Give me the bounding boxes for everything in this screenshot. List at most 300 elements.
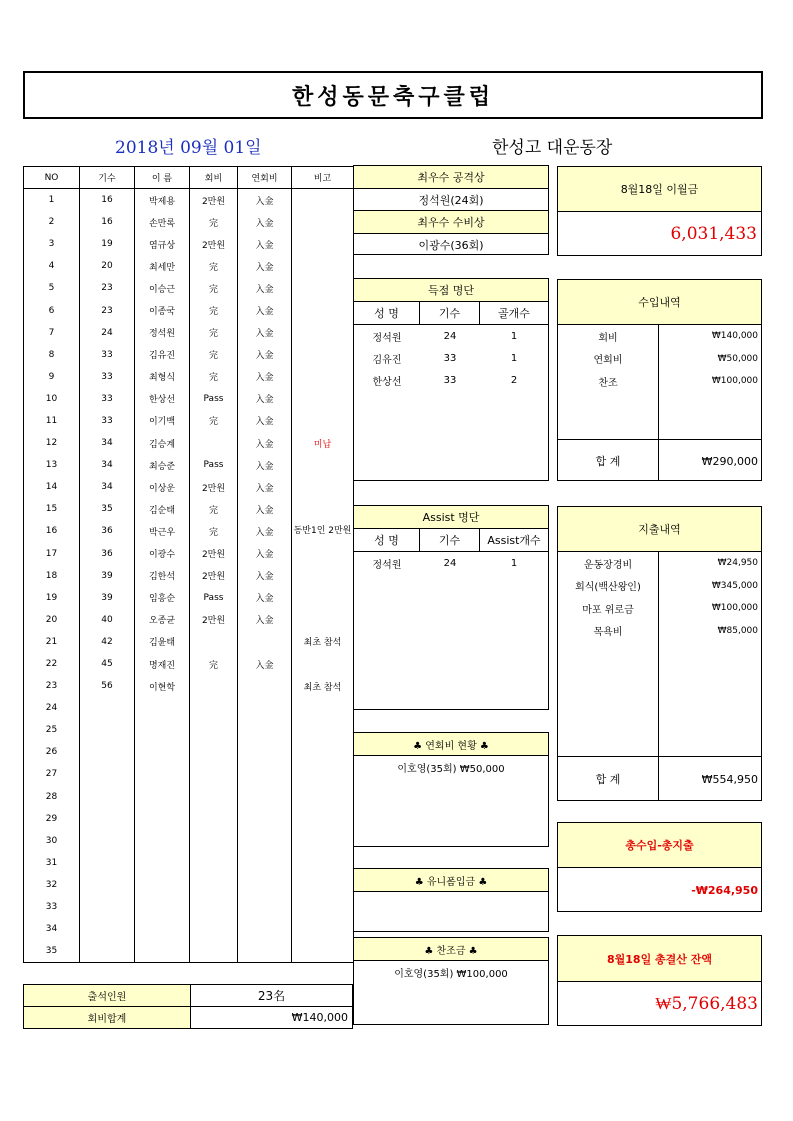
income-row (558, 348, 761, 371)
row-class: 33 (80, 344, 135, 366)
row-no: 1 (24, 189, 80, 212)
expense-row (558, 597, 761, 620)
row-annual-fee (238, 741, 292, 763)
balance-value: ₩5,766,483 (655, 994, 758, 1014)
row-no: 9 (24, 366, 80, 388)
row-class: 45 (80, 653, 135, 675)
income-item: 회비 (598, 332, 618, 344)
goals-list (354, 325, 548, 391)
table-row (24, 255, 354, 277)
table-row (24, 211, 354, 233)
row-note (292, 609, 354, 631)
income-total-row (558, 439, 761, 482)
expense-row (558, 575, 761, 598)
row-no: 25 (24, 719, 80, 741)
row-name: 김유진 (135, 344, 190, 366)
table-row (24, 388, 354, 410)
assists-list (354, 552, 548, 574)
row-name: 정석원 (135, 322, 190, 344)
row-class (80, 852, 135, 874)
table-row (24, 410, 354, 432)
assist-name: 정석원 (372, 559, 402, 571)
row-no: 12 (24, 432, 80, 454)
venue-label: 한성고 대운동장 (492, 138, 613, 158)
uniform-box (353, 868, 549, 932)
row-fee (190, 896, 238, 918)
row-note (292, 388, 354, 410)
table-row (24, 830, 354, 852)
donation-entry: 이호영(35회) ₩100,000 (394, 968, 508, 980)
goal-name: 정석원 (372, 332, 402, 344)
row-annual-fee: 入金 (238, 322, 292, 344)
row-name: 박근우 (135, 520, 190, 542)
best-defender: 이광수(36회) (418, 238, 484, 252)
table-row (24, 476, 354, 498)
income-total-value: ₩290,000 (701, 454, 758, 468)
row-no: 4 (24, 255, 80, 277)
row-note (292, 808, 354, 830)
row-no: 26 (24, 741, 80, 763)
row-no: 7 (24, 322, 80, 344)
row-fee: 完 (190, 520, 238, 542)
row-note: 최초 참석 (292, 631, 354, 653)
row-annual-fee: 入金 (238, 366, 292, 388)
row-no: 3 (24, 233, 80, 255)
attendance-label: 출석인원 (24, 985, 191, 1007)
row-class: 35 (80, 498, 135, 520)
table-row (24, 299, 354, 321)
row-name: 최승준 (135, 454, 190, 476)
row-annual-fee: 入金 (238, 565, 292, 587)
expense-box (557, 506, 762, 801)
row-fee: 2만원 (190, 189, 238, 212)
row-no: 34 (24, 918, 80, 940)
row-annual-fee: 入金 (238, 498, 292, 520)
row-no: 30 (24, 830, 80, 852)
row-no: 18 (24, 565, 80, 587)
row-note (292, 786, 354, 808)
row-note (292, 476, 354, 498)
table-row (24, 189, 354, 212)
row-note (292, 918, 354, 940)
roster-header-row (24, 167, 354, 189)
table-row (24, 808, 354, 830)
uniform-title: ♣ 유니폼입금 ♣ (354, 869, 548, 892)
balance-box (557, 935, 762, 1026)
row-annual-fee (238, 874, 292, 896)
best-attacker: 정석원(24회) (354, 189, 548, 211)
row-fee (190, 432, 238, 454)
row-no: 15 (24, 498, 80, 520)
row-name: 한상선 (135, 388, 190, 410)
row-note (292, 189, 354, 212)
row-no: 20 (24, 609, 80, 631)
row-fee (190, 852, 238, 874)
row-note (292, 255, 354, 277)
row-no: 17 (24, 543, 80, 565)
row-class (80, 719, 135, 741)
row-name (135, 874, 190, 896)
annual-fee-entry: 이호영(35회) ₩50,000 (397, 763, 505, 775)
row-fee: 完 (190, 211, 238, 233)
row-annual-fee: 入金 (238, 233, 292, 255)
goals-header-class: 기수 (420, 302, 480, 325)
row-fee (190, 786, 238, 808)
income-total-label: 합 계 (595, 455, 621, 468)
row-annual-fee: 入金 (238, 587, 292, 609)
row-fee: 完 (190, 498, 238, 520)
income-row (558, 370, 761, 393)
row-class: 24 (80, 322, 135, 344)
income-amount: ₩50,000 (717, 353, 758, 364)
row-name: 김한석 (135, 565, 190, 587)
row-note (292, 874, 354, 896)
goal-name: 김유진 (372, 354, 402, 366)
header-no: NO (24, 167, 80, 189)
table-row (24, 432, 354, 454)
row-fee: 完 (190, 322, 238, 344)
roster-body (24, 189, 354, 963)
row-no: 19 (24, 587, 80, 609)
row-no: 13 (24, 454, 80, 476)
table-row (24, 697, 354, 719)
row-no: 22 (24, 653, 80, 675)
assists-title: Assist 명단 (354, 506, 548, 529)
row-class (80, 808, 135, 830)
row-annual-fee: 入金 (238, 653, 292, 675)
row-annual-fee (238, 830, 292, 852)
row-name: 손만록 (135, 211, 190, 233)
row-fee: 2만원 (190, 609, 238, 631)
header-class: 기수 (80, 167, 135, 189)
annual-fee-box (353, 732, 549, 847)
row-class: 33 (80, 410, 135, 432)
row-class: 39 (80, 587, 135, 609)
row-annual-fee: 入金 (238, 189, 292, 212)
row-class (80, 874, 135, 896)
goal-name: 한상선 (372, 376, 402, 388)
row-no: 33 (24, 896, 80, 918)
row-annual-fee: 入金 (238, 388, 292, 410)
row-note (292, 719, 354, 741)
row-fee (190, 918, 238, 940)
row-note (292, 653, 354, 675)
row-note (292, 211, 354, 233)
row-fee: Pass (190, 454, 238, 476)
row-note (292, 322, 354, 344)
roster-table (23, 166, 354, 963)
row-fee: Pass (190, 388, 238, 410)
table-row (24, 719, 354, 741)
row-class: 56 (80, 675, 135, 697)
income-item: 찬조 (598, 377, 618, 389)
row-name (135, 697, 190, 719)
header-annual-fee: 연회비 (238, 167, 292, 189)
header-fee: 회비 (190, 167, 238, 189)
table-row (24, 786, 354, 808)
row-annual-fee: 入金 (238, 520, 292, 542)
row-class: 40 (80, 609, 135, 631)
row-name (135, 830, 190, 852)
income-amount: ₩140,000 (711, 331, 758, 342)
expense-total-label: 합 계 (595, 773, 621, 786)
net-value: -₩264,950 (691, 883, 758, 897)
assists-header-name: 성 명 (354, 529, 420, 552)
assist-count: 1 (510, 557, 518, 569)
row-annual-fee: 入金 (238, 277, 292, 299)
goal-row (354, 347, 548, 369)
row-annual-fee: 入金 (238, 543, 292, 565)
row-note (292, 277, 354, 299)
table-row (24, 233, 354, 255)
goal-row (354, 369, 548, 391)
row-class: 23 (80, 299, 135, 321)
row-class: 34 (80, 454, 135, 476)
row-note (292, 543, 354, 565)
row-note (292, 587, 354, 609)
expense-amount: ₩100,000 (711, 603, 758, 614)
row-annual-fee (238, 697, 292, 719)
table-row (24, 609, 354, 631)
table-row (24, 918, 354, 940)
row-class (80, 896, 135, 918)
expense-item: 운동장경비 (583, 559, 633, 571)
row-fee: 完 (190, 299, 238, 321)
fee-total-label: 회비합계 (24, 1007, 191, 1029)
goals-header-name: 성 명 (354, 302, 420, 325)
row-name: 김승계 (135, 432, 190, 454)
row-note (292, 763, 354, 785)
annual-fee-title: ♣ 연회비 현황 ♣ (354, 733, 548, 756)
row-fee: 完 (190, 410, 238, 432)
row-note (292, 344, 354, 366)
row-note (292, 565, 354, 587)
row-fee (190, 940, 238, 963)
row-note: 미납 (292, 432, 354, 454)
row-name (135, 808, 190, 830)
row-class: 34 (80, 432, 135, 454)
assists-header (354, 529, 548, 552)
row-name (135, 741, 190, 763)
income-title: 수입내역 (558, 280, 761, 325)
row-annual-fee (238, 808, 292, 830)
table-row (24, 322, 354, 344)
row-name: 염규상 (135, 233, 190, 255)
row-no: 8 (24, 344, 80, 366)
row-no: 21 (24, 631, 80, 653)
row-no: 10 (24, 388, 80, 410)
row-note (292, 299, 354, 321)
row-name: 오종균 (135, 609, 190, 631)
row-annual-fee: 入金 (238, 410, 292, 432)
row-fee: 2만원 (190, 543, 238, 565)
row-class (80, 786, 135, 808)
row-note: 동반1인 2만원 (292, 520, 354, 542)
row-note (292, 454, 354, 476)
row-name: 이광수 (135, 543, 190, 565)
row-note (292, 896, 354, 918)
row-no: 6 (24, 299, 80, 321)
row-class: 16 (80, 189, 135, 212)
table-row (24, 874, 354, 896)
row-no: 29 (24, 808, 80, 830)
page-title: 한성동문축구클럽 (23, 71, 763, 119)
table-row (24, 896, 354, 918)
table-row (24, 565, 354, 587)
row-annual-fee (238, 675, 292, 697)
goals-title: 득점 명단 (354, 279, 548, 302)
row-fee: 完 (190, 277, 238, 299)
row-fee (190, 763, 238, 785)
row-name: 임흥순 (135, 587, 190, 609)
row-name (135, 763, 190, 785)
row-fee: 完 (190, 255, 238, 277)
row-class: 33 (80, 388, 135, 410)
row-name: 최형식 (135, 366, 190, 388)
roster-summary (23, 984, 353, 1029)
row-note (292, 741, 354, 763)
awards-box (353, 165, 549, 255)
row-fee: 2만원 (190, 565, 238, 587)
row-name: 최세만 (135, 255, 190, 277)
row-class (80, 763, 135, 785)
row-no: 5 (24, 277, 80, 299)
row-class: 33 (80, 366, 135, 388)
row-annual-fee (238, 940, 292, 963)
row-no: 27 (24, 763, 80, 785)
row-note (292, 830, 354, 852)
row-class: 34 (80, 476, 135, 498)
expense-divider (658, 551, 659, 800)
table-row (24, 653, 354, 675)
attendance-value: 23名 (191, 985, 353, 1007)
table-row (24, 277, 354, 299)
goal-count: 2 (510, 374, 518, 386)
row-name (135, 940, 190, 963)
income-divider (658, 324, 659, 480)
row-class: 19 (80, 233, 135, 255)
expense-item: 마포 위로금 (582, 604, 634, 616)
row-name: 김윤태 (135, 631, 190, 653)
row-fee (190, 808, 238, 830)
row-annual-fee (238, 631, 292, 653)
date-label: 2018년 09월 01일 (115, 138, 262, 158)
row-note (292, 697, 354, 719)
expense-title: 지출내역 (558, 507, 761, 552)
row-note: 최초 참석 (292, 675, 354, 697)
table-row (24, 675, 354, 697)
row-no: 28 (24, 786, 80, 808)
row-no: 14 (24, 476, 80, 498)
expense-total-row (558, 756, 761, 801)
expense-row (558, 552, 761, 575)
balance-label: 8월18일 총결산 잔액 (558, 936, 761, 982)
row-annual-fee (238, 852, 292, 874)
row-note (292, 410, 354, 432)
table-row (24, 741, 354, 763)
assists-header-count: Assist개수 (480, 529, 548, 552)
row-name: 이상운 (135, 476, 190, 498)
best-defender-label: 최우수 수비상 (354, 211, 548, 234)
row-class: 39 (80, 565, 135, 587)
donation-title: ♣ 찬조금 ♣ (354, 938, 548, 961)
row-no: 2 (24, 211, 80, 233)
row-name (135, 852, 190, 874)
row-class: 23 (80, 277, 135, 299)
row-name: 명재진 (135, 653, 190, 675)
row-class: 36 (80, 520, 135, 542)
goal-count: 1 (510, 330, 518, 342)
header-note: 비고 (292, 167, 354, 189)
carryover-box (557, 166, 762, 256)
row-annual-fee: 入金 (238, 476, 292, 498)
row-fee (190, 741, 238, 763)
goals-box (353, 278, 549, 481)
row-no: 24 (24, 697, 80, 719)
row-annual-fee (238, 918, 292, 940)
table-row (24, 631, 354, 653)
row-class (80, 918, 135, 940)
row-annual-fee: 入金 (238, 609, 292, 631)
expense-amount: ₩345,000 (711, 580, 758, 591)
table-row (24, 498, 354, 520)
table-row (24, 366, 354, 388)
net-box (557, 822, 762, 912)
goal-count: 1 (510, 352, 518, 364)
row-name (135, 918, 190, 940)
table-row (24, 763, 354, 785)
row-fee (190, 874, 238, 896)
row-fee (190, 675, 238, 697)
row-fee: Pass (190, 587, 238, 609)
goals-header-count: 골개수 (480, 302, 548, 325)
row-note (292, 940, 354, 963)
row-note (292, 498, 354, 520)
assist-row (354, 552, 548, 574)
goal-class: 24 (443, 330, 457, 342)
row-name (135, 719, 190, 741)
row-no: 31 (24, 852, 80, 874)
header-name: 이 름 (135, 167, 190, 189)
goal-class: 33 (443, 374, 457, 386)
row-annual-fee: 入金 (238, 299, 292, 321)
row-class (80, 741, 135, 763)
best-attacker-label: 최우수 공격상 (354, 166, 548, 189)
row-fee (190, 631, 238, 653)
row-name (135, 896, 190, 918)
income-list (558, 325, 761, 439)
row-annual-fee (238, 896, 292, 918)
row-class (80, 830, 135, 852)
row-annual-fee: 入金 (238, 432, 292, 454)
row-annual-fee (238, 719, 292, 741)
goals-header (354, 302, 548, 325)
row-fee (190, 830, 238, 852)
expense-amount: ₩24,950 (717, 558, 758, 569)
row-fee: 完 (190, 344, 238, 366)
income-row (558, 325, 761, 348)
row-name: 이현학 (135, 675, 190, 697)
row-name: 박제용 (135, 189, 190, 212)
row-annual-fee: 入金 (238, 344, 292, 366)
row-class: 20 (80, 255, 135, 277)
assist-class: 24 (443, 557, 457, 569)
row-class: 36 (80, 543, 135, 565)
row-note (292, 233, 354, 255)
table-row (24, 940, 354, 963)
row-fee (190, 719, 238, 741)
net-label: 총수입-총지출 (558, 823, 761, 868)
